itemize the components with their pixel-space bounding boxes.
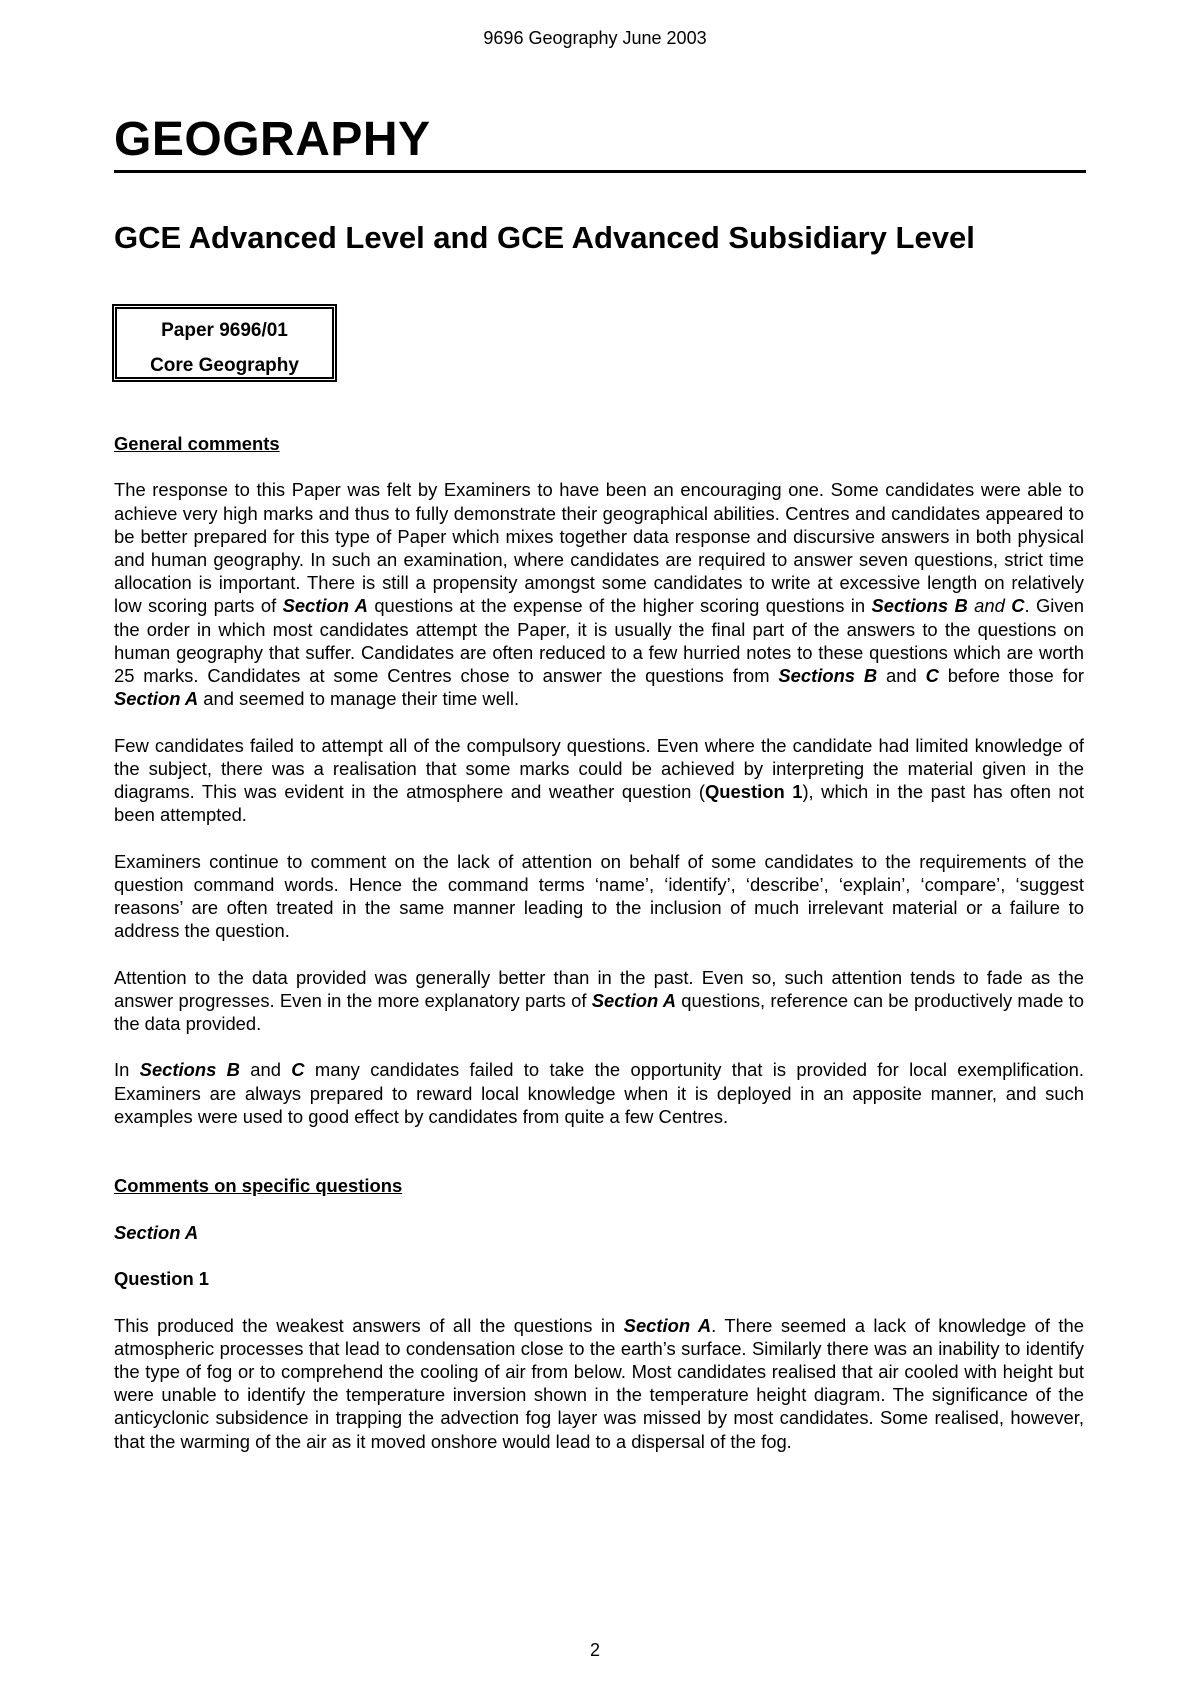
text-run: ), which in the past has often not been attempted. <box>114 781 1084 826</box>
general-paragraph-2 <box>114 734 1084 827</box>
section-heading: Section A <box>114 1221 199 1243</box>
text-run: and <box>239 1059 292 1081</box>
general-comments-heading: General comments <box>114 433 280 454</box>
document-title: GEOGRAPHY <box>114 112 1086 173</box>
text-run: This produced the weakest answers of all the questions in <box>114 1314 624 1336</box>
emphasis-run: Sections B <box>139 1059 240 1081</box>
text-run: In <box>114 1059 140 1081</box>
document-subtitle: GCE Advanced Level and GCE Advanced Subsidiary Level <box>114 220 975 255</box>
emphasis-run: Section A <box>114 688 199 710</box>
text-run: and seemed to manage their time well. <box>198 688 520 710</box>
general-paragraph-5 <box>114 1058 1084 1128</box>
emphasis-run: Section A <box>282 595 368 617</box>
emphasis-run: Sections B <box>778 665 878 687</box>
text-run: . Given the order in which most candidates attempt the Paper, it is usually the final part of the answers to the questions on human geography that suffer. Candidates are often reduced to a few hurried notes to these questions which are worth 25 marks. Candidates at some Centres chose to answer the questions from <box>114 595 1085 687</box>
paper-box <box>112 304 337 382</box>
general-paragraph-4 <box>114 966 1084 1036</box>
emphasis-run: Section A <box>623 1314 712 1336</box>
report-body <box>114 432 1084 1476</box>
question-1-paragraph <box>114 1314 1084 1453</box>
emphasis-run: C <box>291 1059 305 1081</box>
general-paragraph-3: Examiners continue to comment on the lack of attention on behalf of some candidates to the requirements of the question command words. Hence the command terms ‘name’, ‘identify’, ‘describe’, ‘explain’, ‘compare’, ‘suggest reasons’ are often treated in the same manner leading to the inclusion of much irrelevant material or a failure to address the question. <box>114 850 1084 942</box>
text-run: and <box>877 665 926 687</box>
paper-number: Paper 9696/01 <box>161 320 288 341</box>
text-run: The response to this Paper was felt by Examiners to have been an encouraging one. Some candidates were able to achieve very high marks and thus to fully demonstrate their geographical abilities. Centres and candidates appeared to be better prepared for this type of Paper which mixes together data response and discursive answers in both physical and human geography. In such an examination, where candidates are required to answer seven questions, strict time allocation is important. There is still a propensity amongst some candidates to write at excessive length on relatively low scoring parts of <box>114 479 1084 617</box>
emphasis-run: Question 1 <box>705 781 803 803</box>
emphasis-run: Sections B <box>871 595 968 617</box>
text-run: before those for <box>938 665 1084 687</box>
page-number: 2 <box>589 1640 600 1660</box>
text-run: . There seemed a lack of knowledge of the atmospheric processes that lead to condensation close to the earth’s surface. Similarly there was an inability to identify the type of fog or to comprehend the cooling of air from below. Most candidates realised that air cooled with height but were unable to identify the temperature inversion shown in the temperature height diagram. The significance of the anticyclonic subsidence in trapping the advection fog layer was missed by most candidates. Some realised, however, that the warming of the air as it moved onshore would lead to a dispersal of the fog. <box>114 1314 1084 1452</box>
text-run: questions, reference can be productively made to the data provided. <box>114 989 1085 1035</box>
emphasis-run: C <box>925 665 939 687</box>
specific-comments-heading: Comments on specific questions <box>114 1175 403 1197</box>
text-run: questions at the expense of the higher scoring questions in <box>367 595 872 617</box>
question-heading: Question 1 <box>114 1268 210 1290</box>
text-run: Attention to the data provided was generally better than in the past. Even so, such attention tends to fade as the answer progresses. Even in the more explanatory parts of <box>114 966 1084 1011</box>
emphasis-run: C <box>1011 595 1025 617</box>
text-run: many candidates failed to take the opportunity that is provided for local exemplification. Examiners are always prepared to reward local knowledge when it is deployed in an apposite manner, and such examples were used to good effect by candidates from quite a few Centres. <box>114 1059 1084 1127</box>
paper-name: Core Geography <box>150 355 299 376</box>
spacer <box>114 1151 1084 1174</box>
emphasis-run: Section A <box>591 989 677 1011</box>
emphasis-run: and <box>967 595 1012 617</box>
running-header: 9696 Geography June 2003 <box>483 28 707 48</box>
text-run: Few candidates failed to attempt all of the compulsory questions. Even where the candidate had limited knowledge of the subject, there was a realisation that some marks could be achieved by interpreting the material given in the diagrams. This was evident in the atmosphere and weather question ( <box>114 734 1084 803</box>
general-paragraph-1 <box>114 478 1084 710</box>
